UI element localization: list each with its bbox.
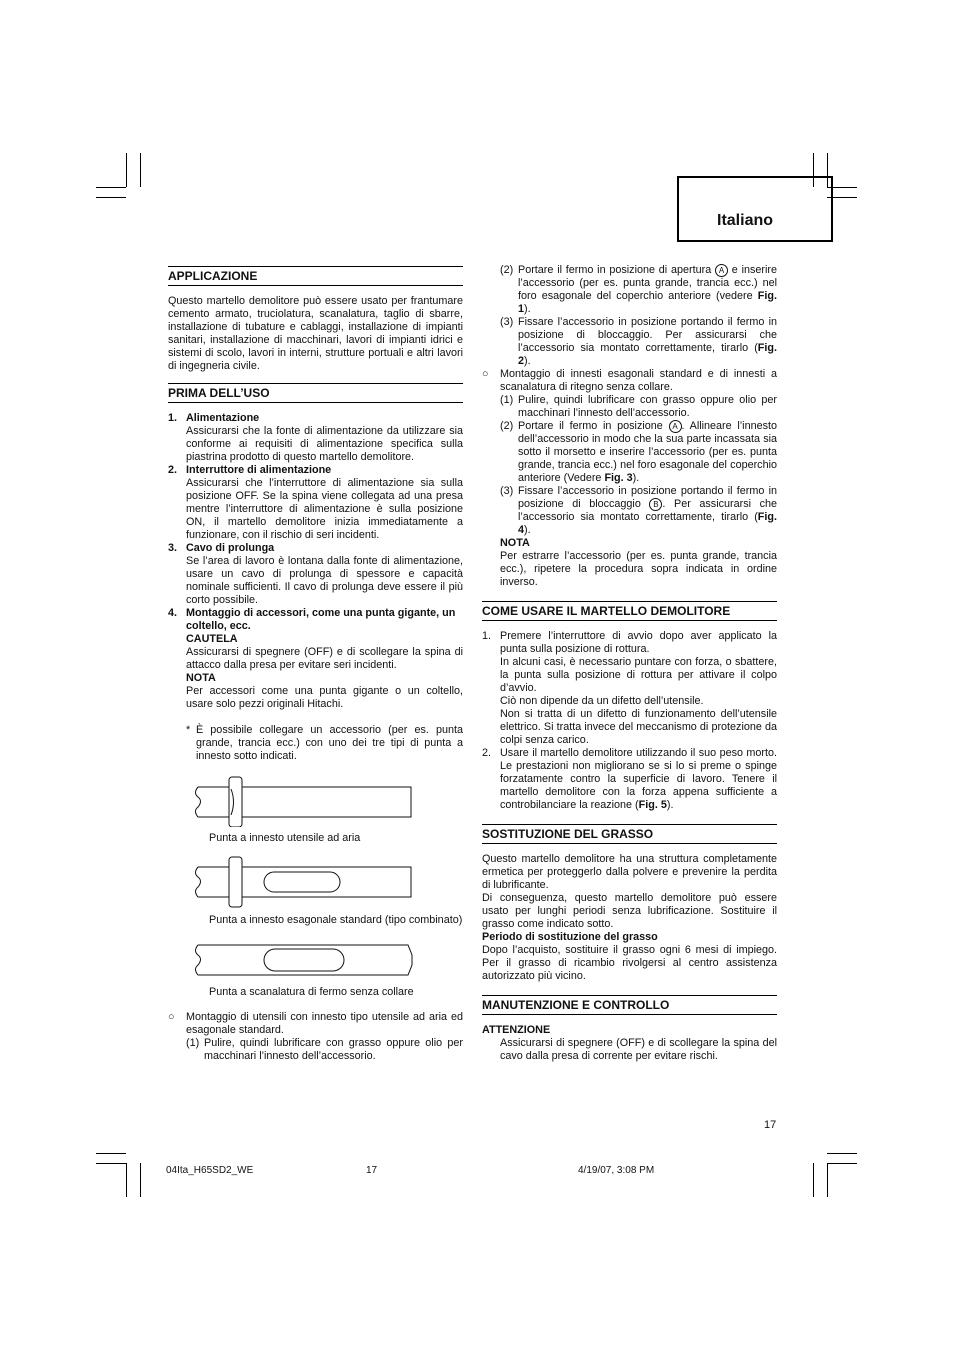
section-heading-manutenzione: MANUTENZIONE E CONTROLLO xyxy=(482,995,777,1015)
note-label: NOTA xyxy=(500,537,530,549)
figure-caption: Punta a innesto esagonale standard (tipo combinato) xyxy=(209,914,463,926)
crop-mark xyxy=(96,197,126,198)
grooved-shank-drawing xyxy=(168,937,463,981)
crop-mark xyxy=(813,1163,814,1197)
section-heading-grasso: SOSTITUZIONE DEL GRASSO xyxy=(482,824,777,844)
subheading: Periodo di sostituzione del grasso xyxy=(482,931,658,943)
procedure-step: (1) Pulire, quindi lubrificare con grasso oppure olio per macchinari l’innesto dell’accessorio. xyxy=(186,1037,463,1062)
mounting-procedure: ○ Montaggio di utensili con innesto tipo utensile ad aria ed esagonale standard. xyxy=(168,1011,463,1036)
caution-label: CAUTELA xyxy=(186,633,238,645)
crop-mark xyxy=(96,1163,126,1164)
crop-mark xyxy=(126,1163,127,1197)
applicazione-text: Questo martello demolitore può essere usato per frantumare cemento armato, truciolatura, scanalatura, taglio di sbarre, installazione di tubature e cablaggi, installazione di impianti sanitari, installazione di macchinari, lavori di impianti idrici e sistemi di scolo, lavori in interni, strutture portuali e altri lavori di ingegneria civile. xyxy=(168,295,463,372)
list-item: 2. Interruttore di alimentazione Assicurarsi che l’interruttore di alimentazione sia sulla posizione OFF. Se la spina viene collegata ad una presa mentre l’interruttore di alimentazione è sulla posizione ON, il martello demolitore inizia immediatamente a funzionare, con il rischio di seri incidenti. xyxy=(168,464,463,541)
crop-mark xyxy=(140,1163,141,1197)
position-a-mark: A xyxy=(669,420,682,433)
warning-label: ATTENZIONE xyxy=(482,1024,551,1036)
left-column xyxy=(168,266,463,1063)
crop-mark xyxy=(827,1153,857,1154)
note-block: NOTA Per estrarre l’accessorio (per es. punta grande, trancia ecc.), ripetere la procedura sopra indicata in ordine inverso. xyxy=(500,537,777,588)
position-b-mark: B xyxy=(649,498,662,511)
language-tab xyxy=(677,176,833,242)
figure-caption: Punta a innesto utensile ad aria xyxy=(209,832,361,844)
section-heading-prima-delluso: PRIMA DELL’USO xyxy=(168,383,463,403)
crop-mark xyxy=(140,153,141,187)
crop-mark xyxy=(827,1163,857,1164)
crop-mark xyxy=(96,187,126,188)
figure-caption: Punta a scanalatura di fermo senza collare xyxy=(209,986,414,998)
position-a-mark: A xyxy=(715,264,728,277)
note-label: NOTA xyxy=(186,672,216,684)
language-label: Italiano xyxy=(717,212,774,229)
footer-filename: 04Ita_H65SD2_WE xyxy=(166,1165,254,1176)
air-tool-shank-drawing xyxy=(168,773,463,827)
section-heading-come-usare: COME USARE IL MARTELLO DEMOLITORE xyxy=(482,601,777,621)
procedure-step: (2) Portare il fermo in posizione A . Allineare l’innesto dell’accessorio in modo che la sua parte incassata sia sotto il morsetto e inserire l’accessorio (per es. punta grande, trancia ecc.) nel foro esagonale del coperchio anteriore (Vedere Fig. 3). xyxy=(500,420,777,484)
section-heading-applicazione: APPLICAZIONE xyxy=(168,266,463,286)
list-item: 3. Cavo di prolunga Se l’area di lavoro è lontana dalla fonte di alimentazione, usare un cavo di prolunga di spessore e capacità nominale sufficienti. Il cavo di prolunga deve essere il più corto possibile. xyxy=(168,542,463,606)
footer-page: 17 xyxy=(366,1165,378,1176)
page-number: 17 xyxy=(764,1119,777,1131)
procedure-step: (1) Pulire, quindi lubrificare con grasso oppure olio per macchinari l’innesto dell’accessorio. xyxy=(500,394,777,419)
crop-mark xyxy=(96,1153,126,1154)
list-item: 4. Montaggio di accessori, come una punta gigante, un coltello, ecc. CAUTELA Assicurarsi di spegnere (OFF) e di scollegare la spina di attacco dalla presa per evitare seri incidenti. NOTA Per accessori come una punta gigante o un coltello, usare solo pezzi originali Hitachi. xyxy=(168,607,463,710)
procedure-step: (3) Fissare l’accessorio in posizione portando il fermo in posizione di bloccaggio. Per assicurarsi che l’accessorio sia montato correttamente, tirarlo (Fig. 2). xyxy=(500,316,777,367)
star-note: * È possibile collegare un accessorio (per es. punta grande, trancia ecc.) con uno dei tre tipi di punta a innesto sotto indicati. xyxy=(186,724,463,762)
list-item: 1. Premere l’interruttore di avvio dopo aver applicato la punta sulla posizione di rottura. In alcuni casi, è necessario puntare con forza, o sbattere, la punta sulla posizione di rottura per attivare il colpo d’avvio. Ciò non dipende da un difetto dell’utensile. Non si tratta di un difetto di funzionamento dell’utensile elettrico. Si tratta invece del meccanismo di protezione da colpi senza carico. xyxy=(482,630,777,746)
footer-date: 4/19/07, 3:08 PM xyxy=(578,1165,655,1176)
right-column: (2) Portare il fermo in posizione di apertura A e inserire l’accessorio (per es. punta grande, trancia ecc.) nel foro esagonale del coperchio anteriore (vedere Fig. 1). (3) Fissare l’accessorio in posizione portando il fermo in posizione di bloccaggio. Per assicurarsi che l’accessorio sia montato correttamente, tirarlo (Fig. 2). ○ Montaggio di innesti esagonali standard e di innesti a scanalatura di ritegno senza collare. (1) Pulire, quindi lubrificare con grasso oppure olio per macchinari l’innesto dell’accessorio. (2) Portare il fermo in posizione A . Allineare l’innesto dell’accessorio in modo che la sua parte incassata sia sotto il morsetto e inserire l’accessorio (per es. punta grande, trancia ecc.) nel foro esagonale del coperchio anteriore (Vedere Fig. 3). (3) Fissare l’accessorio in posizione portando il fermo in posizione di bloccaggio B . Per assicurarsi che l’accessorio sia montato correttamente, tirarlo (Fig. 4). NOTA Per estrarre l’accessorio (per es. punta grande, trancia ecc.), ripetere la procedura sopra indicata in ordine inverso. COME USARE IL MARTELLO DEMOLITORE 1. Premere l’interruttore di avvio dopo aver applicato la punta sulla posizione di rottura. In alcuni casi, è necessario puntare con forza, o sbattere, la punta sulla posizione di rottura per attivare il colpo d’avvio. Ciò non dipende da un difetto dell’utensile. Non si tratta di un difetto di funzionamento dell’utensile elettrico. Si tratta invece del meccanismo di protezione da colpi senza carico. 2. Usare il martello demolitore utilizzando il suo peso morto. Le prestazioni non migliorano se si lo si preme o spinge forzatamente contro la superficie di lavoro. Tenere il martello demolitore con la forza appena sufficiente a controbilanciare la reazione (Fig. 5). SOSTITUZIONE DEL GRASSO Questo martello demolitore ha una struttura completamente ermetica per proteggerlo dalla polvere e prevenire la perdita di lubrificante. Di conseguenza, questo martello demolitore può essere usato per lunghi periodi senza lubrificazione. Sostituire il grasso come indicato sotto. Periodo di sostituzione del grasso Dopo l’acquisto, sostituire il grasso ogni 6 mesi di impiego. Per il grasso di ricambio rivolgersi al centro assistenza autorizzato più vicino. MANUTENZIONE E CONTROLLO ATTENZIONE Assicurarsi di spegnere (OFF) e di scollegare la spina del cavo dalla presa di corrente per evitare rischi. xyxy=(482,264,777,1062)
list-item: 1. Alimentazione Assicurarsi che la fonte di alimentazione da utilizzare sia conforme ai requisiti di alimentazione specifica sulla piastrina prodotto di questo martello demolitore. xyxy=(168,412,463,463)
mounting-procedure: ○ Montaggio di innesti esagonali standard e di innesti a scanalatura di ritegno senza collare. xyxy=(482,368,777,393)
hex-shank-drawing xyxy=(168,855,463,909)
procedure-step: (3) Fissare l’accessorio in posizione portando il fermo in posizione di bloccaggio B . Per assicurarsi che l’accessorio sia montato correttamente, tirarlo (Fig. 4). xyxy=(500,485,777,536)
procedure-step: (2) Portare il fermo in posizione di apertura A e inserire l’accessorio (per es. punta grande, trancia ecc.) nel foro esagonale del coperchio anteriore (vedere Fig. 1). xyxy=(500,264,777,315)
list-item: 2. Usare il martello demolitore utilizzando il suo peso morto. Le prestazioni non migliorano se si lo si preme o spinge forzatamente contro la superficie di lavoro. Tenere il martello demolitore con la forza appena sufficiente a controbilanciare la reazione (Fig. 5). xyxy=(482,747,777,811)
crop-mark xyxy=(827,1163,828,1197)
crop-mark xyxy=(126,153,127,187)
